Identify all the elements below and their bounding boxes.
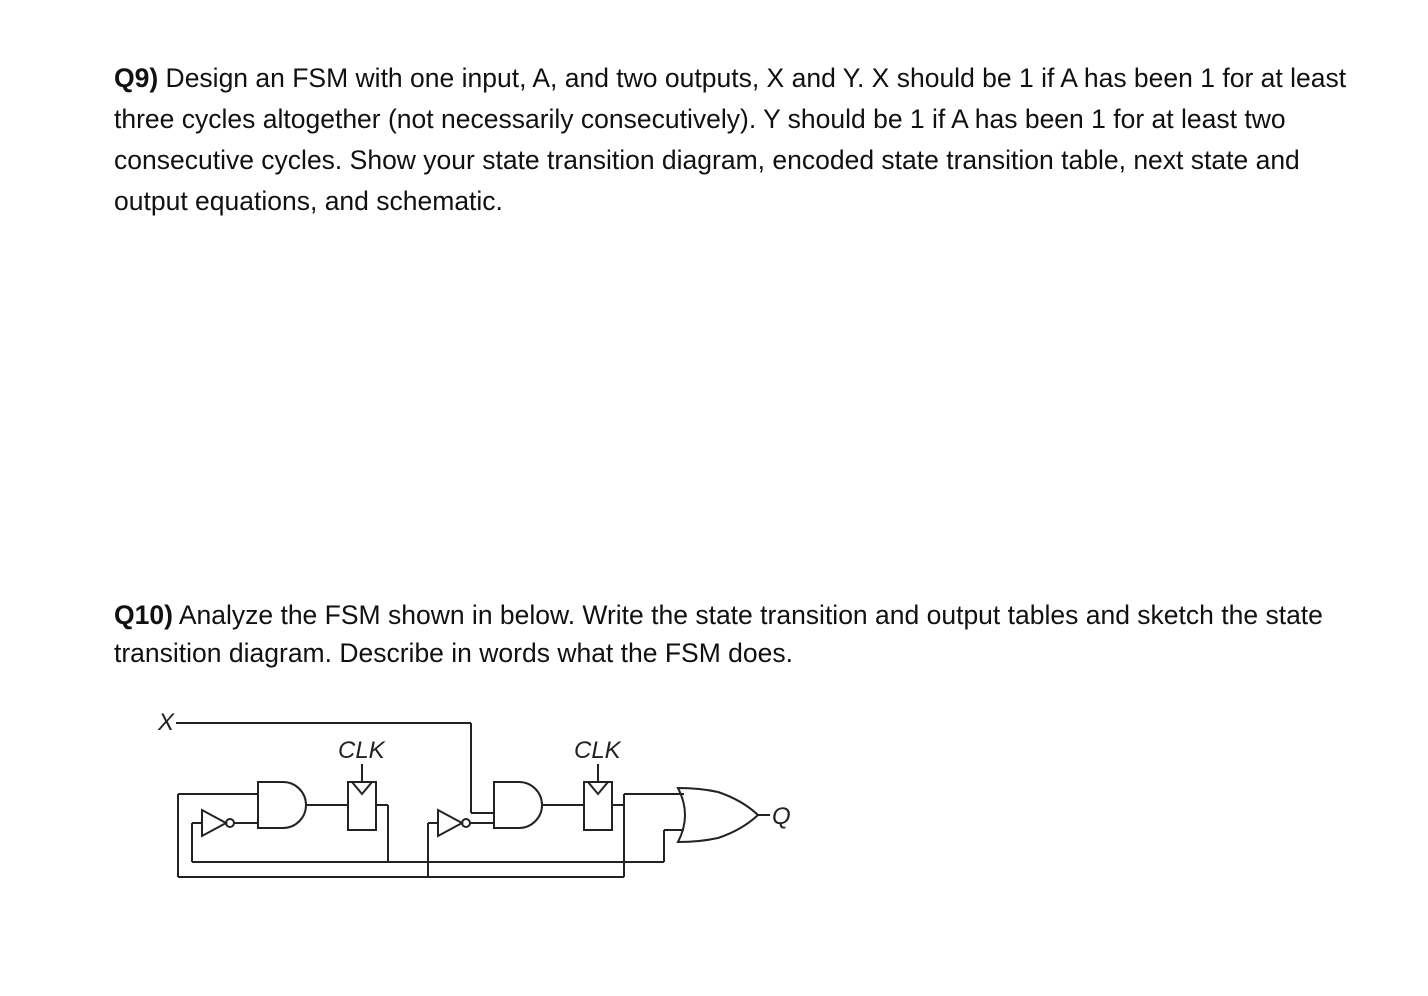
inverter-1 — [202, 810, 226, 836]
output-q-label: Q — [772, 803, 791, 830]
question-10-text: Analyze the FSM shown in below. Write the state transition and output tables and sketch the state transition diagram. Describe in words what the FSM does. — [114, 600, 1323, 668]
or-gate — [678, 788, 758, 842]
question-9-text: Design an FSM with one input, A, and two outputs, X and Y. X should be 1 if A has been 1 for at least three cycles altogether (not necessarily consecutively). Y should be 1 if A has been 1 for at least two consecutive cycles. Show your state transition diagram, encoded state transition table, next state and output equations, and schematic. — [114, 63, 1347, 216]
question-10 — [114, 596, 1354, 672]
clk-2-label: CLK — [574, 737, 621, 764]
inverter-2 — [438, 810, 462, 836]
clk-1-label: CLK — [338, 737, 385, 764]
question-9-number: Q9) — [114, 63, 159, 93]
question-10-number: Q10) — [114, 600, 173, 630]
and-gate-1 — [258, 782, 306, 828]
question-9 — [114, 58, 1354, 222]
flip-flop-1-clock-triangle — [352, 782, 372, 794]
flip-flop-2 — [584, 782, 612, 830]
and-gate-2 — [494, 782, 542, 828]
input-x-label: X — [158, 709, 175, 736]
fsm-circuit-schematic — [150, 700, 810, 890]
flip-flop-1 — [348, 782, 376, 830]
flip-flop-2-clock-triangle — [588, 782, 608, 794]
